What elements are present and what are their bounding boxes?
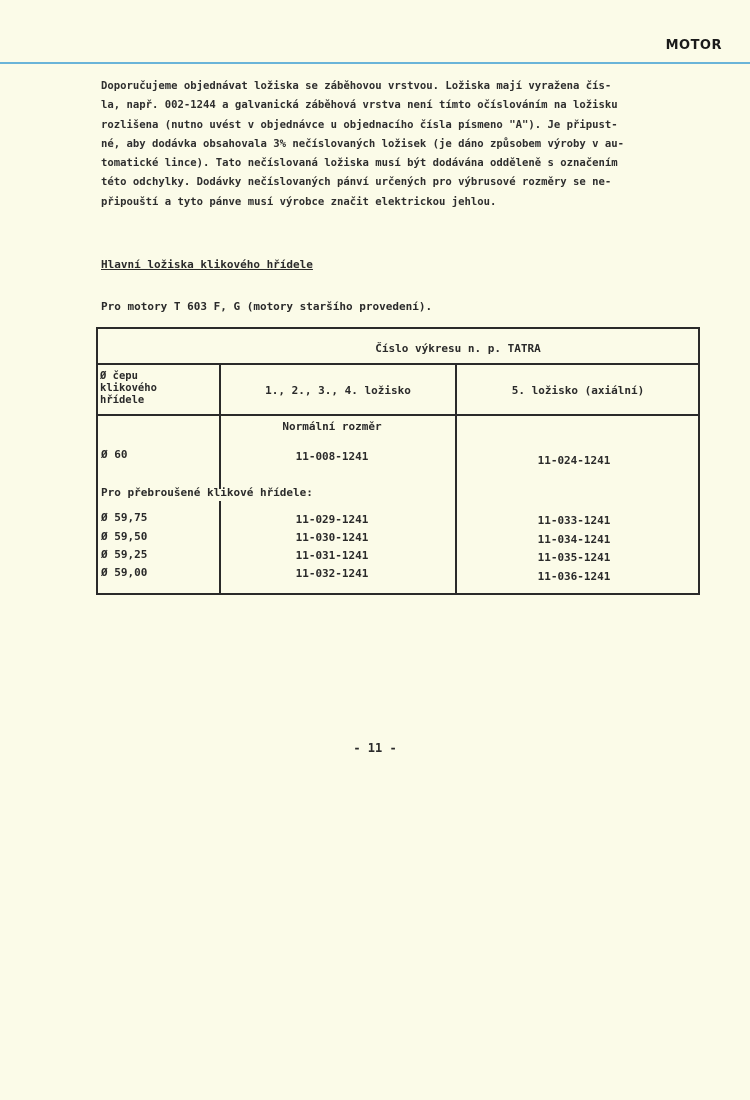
- intro-line: Doporučujeme objednávat ložiska se záběhovou vrstvou. Ložiska mají vyražena čís-: [101, 80, 612, 92]
- diameter-header-line: hřídele: [100, 394, 145, 406]
- intro-line: připouští a tyto pánve musí výrobce značit elektrickou jehlou.: [101, 195, 497, 208]
- normal-diameter: Ø 60: [101, 448, 128, 461]
- diameter-column-header: [100, 370, 157, 406]
- intro-line: rozlišena (nutno uvést v objednávce u objednacího čísla písmeno "A"). Je připust-: [101, 118, 618, 131]
- reground-label: Pro přebroušené klikové hřídele:: [101, 486, 313, 499]
- table-top-header: Číslo výkresu n. p. TATRA: [375, 342, 541, 355]
- diameter-header-line: klikového: [100, 382, 157, 394]
- reground-bearing-1-4: 11-029-1241: [295, 513, 369, 526]
- header-rule: [0, 62, 750, 64]
- reground-diameter: Ø 59,75: [101, 511, 148, 524]
- reground-bearing-1-4: 11-030-1241: [295, 531, 369, 544]
- table-divider-col1-top: [219, 364, 221, 415]
- normal-bearing-1-4: 11-008-1241: [295, 450, 369, 463]
- intro-paragraph: [101, 77, 723, 212]
- normal-size-label: Normální rozměr: [282, 420, 382, 433]
- bearings-1-4-column-header: 1., 2., 3., 4. ložisko: [265, 384, 411, 397]
- reground-bearing-1-4: 11-032-1241: [295, 567, 369, 580]
- table-divider-col1-mid: [219, 415, 221, 489]
- bearing-5-column-header: 5. ložisko (axiální): [511, 384, 645, 397]
- table-divider-col1-bottom: [219, 501, 221, 595]
- normal-bearing-5: 11-024-1241: [537, 454, 611, 467]
- reground-diameter: Ø 59,00: [101, 566, 148, 579]
- section-title: MOTOR: [665, 38, 722, 53]
- intro-line: tomatické lince). Tato nečíslovaná ložiska musí být dodávána odděleně s označením: [101, 157, 618, 170]
- reground-bearing-5: 11-035-1241: [537, 551, 611, 564]
- intro-line: této odchylky. Dodávky nečíslovaných pánví určených pro výbrusové rozměry se ne-: [101, 176, 612, 189]
- page-number: - 11 -: [353, 741, 397, 755]
- section-heading: Hlavní ložiska klikového hřídele: [101, 258, 313, 271]
- reground-bearing-5: 11-033-1241: [537, 514, 611, 527]
- reground-bearing-5: 11-036-1241: [537, 570, 611, 583]
- engine-note: Pro motory T 603 F, G (motory staršího provedení).: [101, 300, 433, 313]
- intro-line: né, aby dodávka obsahovala 3% nečíslovaných ložisek (je dáno způsobem výroby v au-: [101, 137, 624, 150]
- table-rule-header: [98, 363, 698, 365]
- intro-line: la, např. 002-1244 a galvanická záběhová vrstva není tímto očíslováním na ložisku: [101, 99, 618, 112]
- diameter-header-line: Ø čepu: [100, 370, 138, 382]
- reground-bearing-5: 11-034-1241: [537, 533, 611, 546]
- reground-diameter: Ø 59,50: [101, 530, 148, 543]
- table-rule-columns: [98, 414, 698, 416]
- table-divider-col2: [455, 364, 457, 595]
- bearing-table: [96, 327, 700, 595]
- reground-diameter: Ø 59,25: [101, 548, 148, 561]
- reground-bearing-1-4: 11-031-1241: [295, 549, 369, 562]
